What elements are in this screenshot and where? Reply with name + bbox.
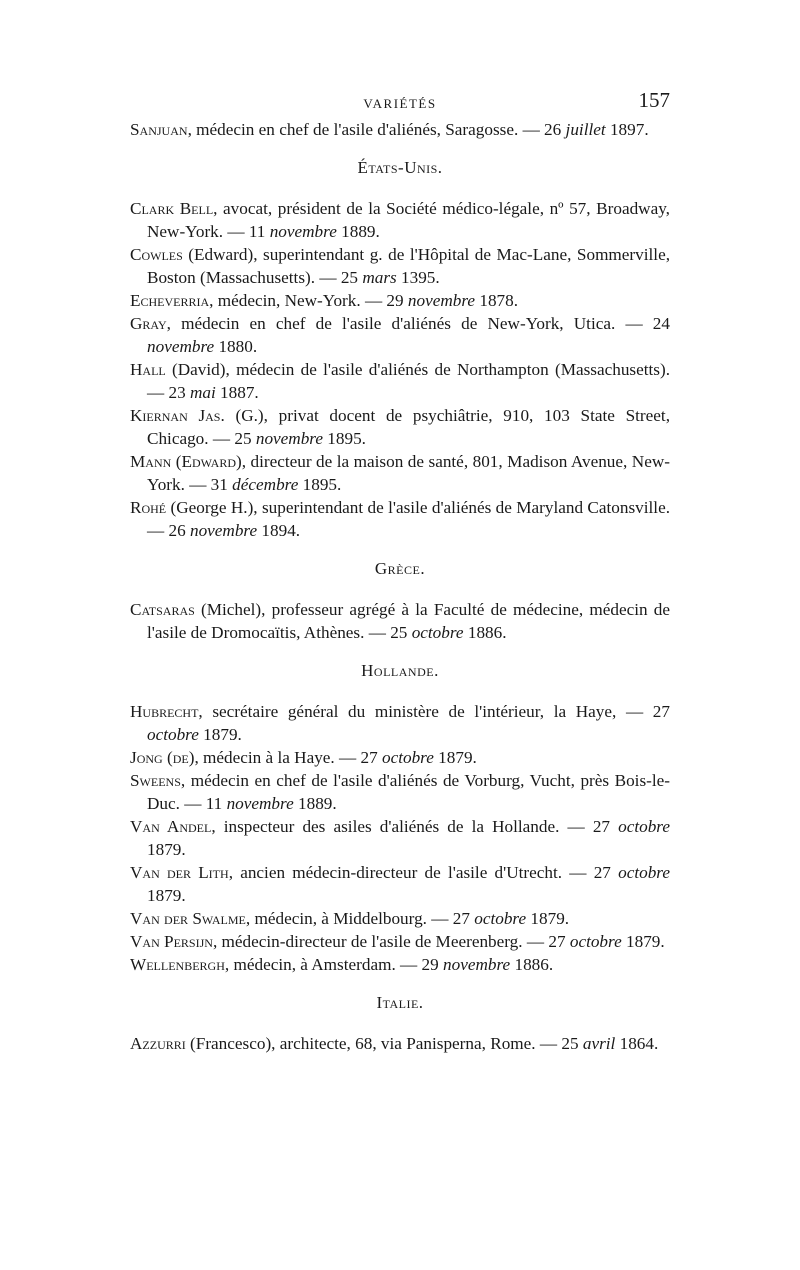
entry-text: , médecin à la Haye. — 27 [194,748,382,767]
entry-date-year: 1895. [298,475,342,494]
directory-entry [130,700,670,746]
running-title: VARIÉTÉS [363,96,437,111]
directory-entry [130,118,670,141]
entry-date-year: 1879. [147,840,186,859]
entry-text: , ancien médecin-directeur de l'asile d'Utrecht. — 27 [228,863,619,882]
entry-text: (Edward), superintendant g. de l'Hôpital de Mac-Lane, Sommerville, Boston (Massachusetts). — 25 [147,245,670,287]
entry-name: Rohé [130,498,167,517]
entry-date-year: 1879. [621,932,665,951]
directory-entry [130,404,670,450]
entry-date-month: mars [362,268,397,287]
entry-name: Van Andel [130,817,212,836]
entry-name: Echeverria [130,291,210,310]
entry-name: Clark Bell [130,199,214,218]
directory-entry [130,861,670,907]
directory-entry [130,450,670,496]
entry-date-year: 1395. [396,268,440,287]
directory-entry [130,930,670,953]
entry-date-month: octobre [382,748,434,767]
entry-name: Mann (Edward) [130,452,242,471]
entry-date-month: octobre [411,623,464,642]
entry-date-month: décembre [232,475,299,494]
directory-entry [130,1032,670,1055]
entry-name: Azzurri [130,1034,186,1053]
entry-date-month: octobre [569,932,622,951]
entry-text: , médecin en chef de l'asile d'aliénés de New-York, Utica. — 24 [166,314,670,333]
entry-list [130,118,670,1055]
section-heading: Grèce. [374,559,426,578]
directory-entry [130,598,670,644]
entry-text: (Francesco), architecte, 68, via Panisperna, Rome. — 25 [185,1034,583,1053]
directory-entry [130,815,670,861]
entry-name: Gray [130,314,167,333]
entry-date-month: novembre [189,521,258,540]
entry-name: Hubrecht [130,702,199,721]
entry-date-year: 1886. [510,955,554,974]
entry-date-month: novembre [147,337,215,356]
entry-name: Catsaras [130,600,195,619]
page [130,88,670,1055]
directory-entry [130,953,670,976]
directory-entry [130,289,670,312]
entry-text: (G.), privat docent de psychiâtrie, 910, 103 State Street, Chicago. — 25 [147,406,670,448]
entry-name: Sweens [130,771,181,790]
entry-date-year: 1879. [526,909,570,928]
entry-text: , directeur de la maison de santé, 801, Madison Avenue, New-York. — 31 [147,452,670,494]
entry-name: Sanjuan [130,120,188,139]
page-number: 157 [638,88,670,112]
page-header [130,88,670,118]
entry-text: , médecin en chef de l'asile d'aliénés de Vorburg, Vucht, près Bois-le-Duc. — 11 [147,771,670,813]
entry-date-year: 1886. [463,623,507,642]
directory-entry [130,358,670,404]
entry-date-year: 1889. [336,222,380,241]
entry-text: , secrétaire général du ministère de l'intérieur, la Haye, — 27 [198,702,670,721]
entry-text: , médecin, à Middelbourg. — 27 [245,909,475,928]
entry-date-year: 1880. [214,337,258,356]
entry-text: , médecin, New-York. — 29 [209,291,408,310]
entry-date-year: 1879. [147,886,186,905]
entry-date-month: juillet [565,120,606,139]
entry-date-year: 1864. [615,1034,659,1053]
entry-text: , médecin, à Amsterdam. — 29 [224,955,444,974]
directory-entry [130,769,670,815]
entry-name: Van der Swalme [130,909,246,928]
entry-date-month: novembre [407,291,476,310]
section-heading: Italie. [376,993,424,1012]
entry-text: (David), médecin de l'asile d'aliénés de Northampton (Massachusetts). — 23 [147,360,670,402]
entry-name: Van Persijn [130,932,213,951]
entry-text: , avocat, président de la Société médico-légale, nº 57, Broadway, New-York. — 11 [147,199,670,241]
entry-name: Wellenbergh [130,955,225,974]
directory-entry [130,907,670,930]
entry-date-month: octobre [147,725,199,744]
section-heading: États-Unis. [357,158,443,177]
entry-text: (Michel), professeur agrégé à la Faculté de médecine, médecin de l'asile de Dromocaïtis, Athènes. — 25 [147,600,670,642]
entry-date-year: 1879. [198,725,242,744]
directory-entry [130,496,670,542]
entry-name: Jong (de) [130,748,195,767]
entry-date-year: 1878. [475,291,519,310]
entry-name: Hall [130,360,166,379]
directory-entry [130,746,670,769]
entry-date-year: 1894. [257,521,301,540]
entry-date-year: 1897. [605,120,649,139]
entry-date-month: novembre [226,794,294,813]
entry-date-year: 1895. [322,429,366,448]
section-heading: Hollande. [361,661,439,680]
entry-date-month: novembre [443,955,511,974]
entry-text: (George H.), superintendant de l'asile d'aliénés de Maryland Catonsville. — 26 [147,498,670,540]
entry-date-month: octobre [618,863,670,882]
entry-date-month: mai [189,383,216,402]
entry-date-year: 1887. [215,383,259,402]
entry-date-year: 1879. [433,748,477,767]
entry-name: Kiernan Jas. [130,406,225,425]
directory-entry [130,312,670,358]
entry-name: Cowles [130,245,183,264]
entry-text: , médecin-directeur de l'asile de Meerenberg. — 27 [212,932,570,951]
directory-entry [130,197,670,243]
entry-text: , médecin en chef de l'asile d'aliénés, Saragosse. — 26 [187,120,566,139]
entry-date-month: octobre [474,909,527,928]
entry-name: Van der Lith [130,863,229,882]
directory-entry [130,243,670,289]
entry-date-year: 1889. [293,794,337,813]
entry-date-month: novembre [269,222,337,241]
entry-date-month: avril [582,1034,616,1053]
entry-date-month: octobre [618,817,670,836]
entry-date-month: novembre [255,429,323,448]
entry-text: , inspecteur des asiles d'aliénés de la Hollande. — 27 [211,817,619,836]
